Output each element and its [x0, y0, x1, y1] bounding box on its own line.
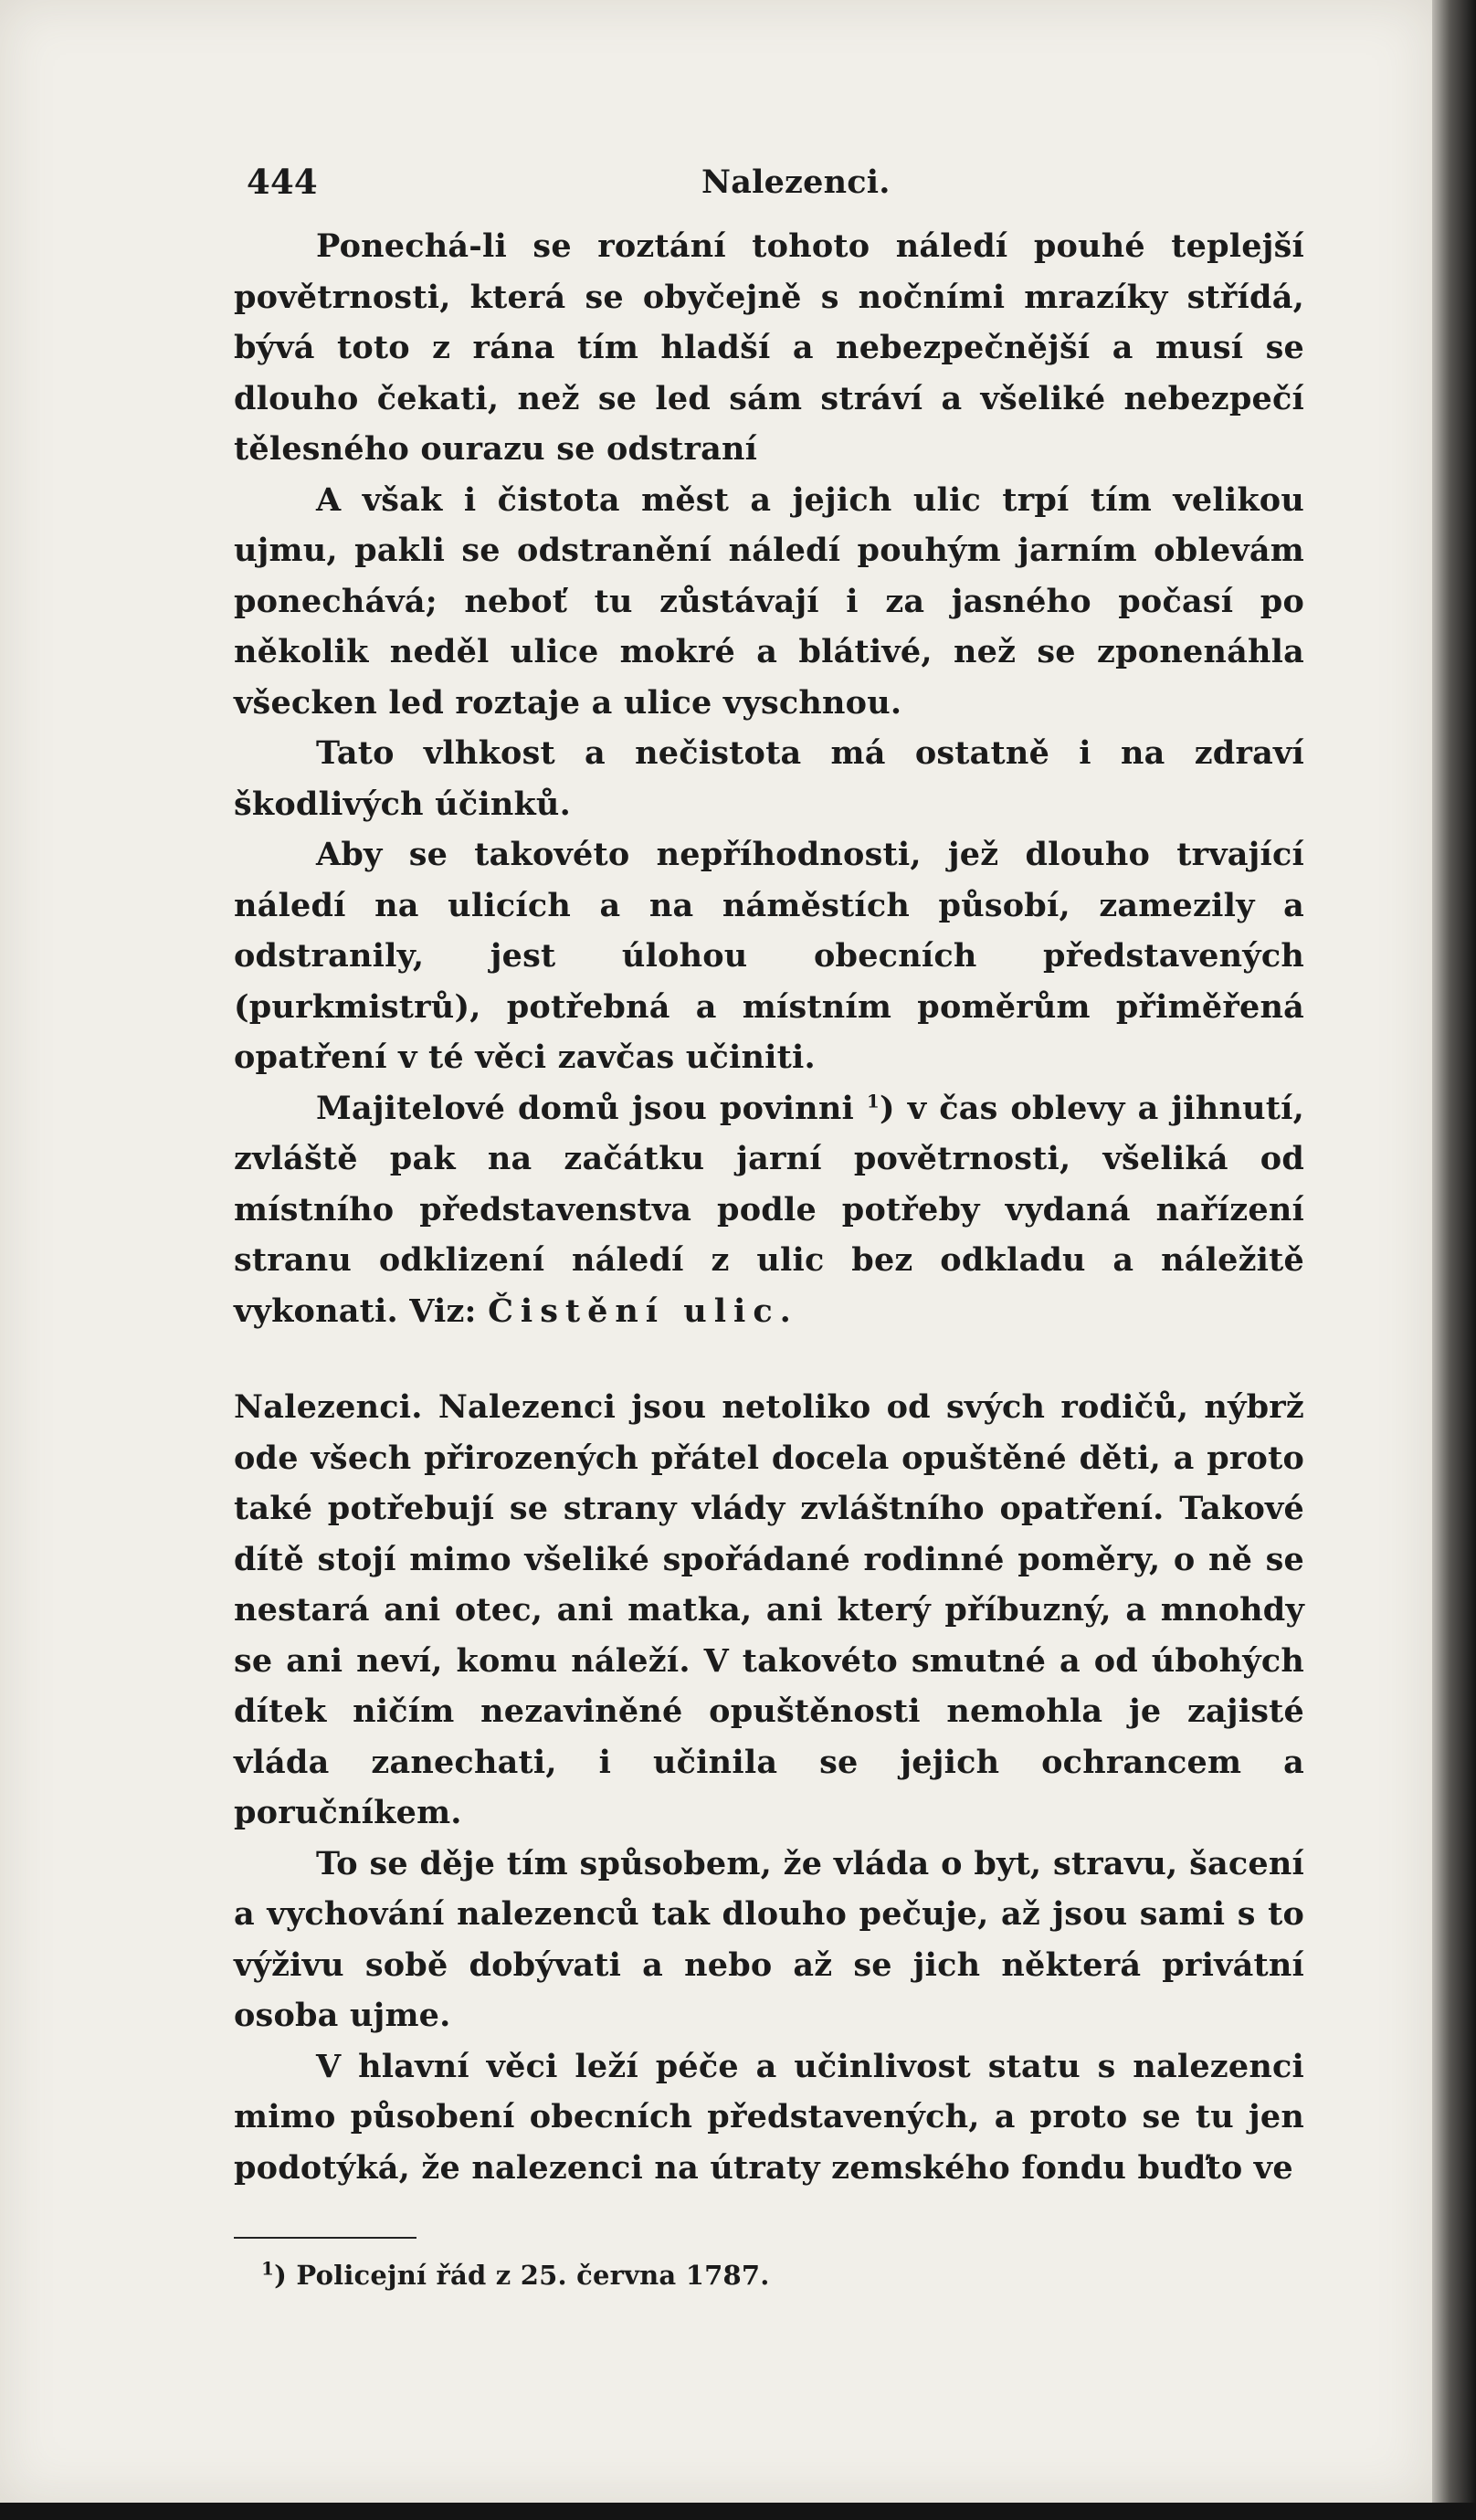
page-edge-shadow	[1432, 0, 1476, 2520]
footnote-marker: 1	[261, 2257, 275, 2280]
paragraph: To se děje tím spůsobem, že vláda o byt, stravu, šacení a vychování nalezenců tak dlouho pečuje, až jsou sami s to výživu sobě dobývati a nebo až se jich některá privátní osoba ujme.	[234, 1844, 1304, 2034]
entry-headword: Nalezenci.	[234, 1388, 423, 1426]
page-edge-bottom	[0, 2503, 1476, 2520]
running-head	[234, 157, 1304, 221]
paragraph-text: ) v čas oblevy a jihnutí, zvláště pak na začátku jarní povětrnosti, všeliká od místního představenstva podle potřeby vydaná nařízení stranu odklizení náledí z ulic bez odkladu a náležitě vykonati. Viz:	[234, 1089, 1304, 1330]
paragraph	[234, 1083, 1304, 1337]
paragraph: Tato vlhkost a nečistota má ostatně i na zdraví škodlivých účinků.	[234, 734, 1304, 823]
cross-reference: Čistění ulic.	[488, 1292, 798, 1330]
page-content	[234, 157, 1304, 2293]
paragraph-text: Majitelové domů jsou povinni	[316, 1089, 854, 1127]
entry-text: Nalezenci jsou netoliko od svých rodičů, nýbrž ode všech přirozených přátel docela opuštěné děti, a proto také potřebují se strany vlády zvláštního opatření. Takové dítě stojí mimo všeliké spořádané rodinné poměry, o ně se nestará ani otec, ani matka, ani který příbuzný, a mnohdy se ani neví, komu náleží. V takovéto smutné a od úbohých dítek ničím nezaviněné opuštěnosti nemohla je zajisté vláda zanechati, i učinila se jejich ochrancem a poručníkem.	[234, 1388, 1304, 1831]
entry-paragraph	[234, 1382, 1304, 1839]
paragraph: A však i čistota měst a jejich ulic trpí tím velikou ujmu, pakli se odstranění náledí pouhým jarním oblevám ponechává; neboť tu zůstávají i za jasného počasí po několik neděl ulice mokré a blátivé, než se zponenáhla všecken led roztaje a ulice vyschnou.	[234, 480, 1304, 722]
footnote	[261, 2257, 1304, 2293]
paragraph: V hlavní věci leží péče a učinlivost statu s nalezenci mimo působení obecních představených, a proto se tu jen podotýká, že nalezenci na útraty zemského fondu buďto ve	[234, 2047, 1304, 2187]
footnote-reference: 1	[866, 1089, 880, 1112]
footnote-divider	[234, 2237, 416, 2239]
running-title: Nalezenci.	[701, 163, 891, 201]
page-number: 444	[247, 162, 318, 202]
paragraph: Aby se takovéto nepříhodnosti, jež dlouho trvající náledí na ulicích a na náměstích působí, zamezily a odstranily, jest úlohou obecních představených (purkmistrů), potřebná a místním poměrům přiměřená opatření v té věci zavčas učiniti.	[234, 836, 1304, 1076]
footnote-text: ) Policejní řád z 25. června 1787.	[274, 2260, 770, 2291]
paragraph: Ponechá-li se roztání tohoto náledí pouhé teplejší povětrnosti, která se obyčejně s nočními mrazíky střídá, bývá toto z rána tím hladší a nebezpečnější a musí se dlouho čekati, než se led sám stráví a všeliké nebezpečí tělesného ourazu se odstraní	[234, 227, 1304, 468]
